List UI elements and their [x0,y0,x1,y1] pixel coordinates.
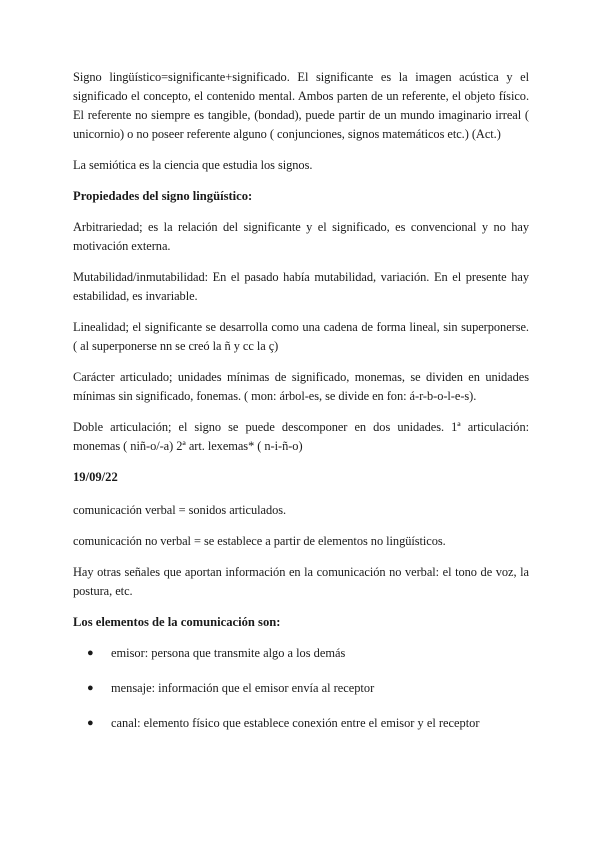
paragraph-otras-senales: Hay otras señales que aportan información en la comunicación no verbal: el tono de voz, la postura, etc. [73,565,529,598]
list-item-canal [73,714,529,733]
bullet-icon: ● [87,682,94,694]
paragraph-comunicacion-no-verbal: comunicación no verbal = se establece a partir de elementos no lingüísticos. [73,534,446,548]
document-page [73,68,529,749]
paragraph-mutabilidad: Mutabilidad/inmutabilidad: En el pasado había mutabilidad, variación. En el presente hay estabilidad, es invariable. [73,270,529,303]
elements-list [73,644,529,733]
heading-date: 19/09/22 [73,470,118,484]
paragraph-signo-linguistico: Signo lingüístico=significante+significado. El significante es la imagen acústica y el significado el concepto, el contenido mental. Ambos parten de un referente, el objeto físico. El referente no siempre es tangible, (bondad), puede partir de un mundo imaginario irreal ( unicornio) o no poseer referente alguno ( conjunciones, signos matemáticos etc.) (Act.) [73,70,529,141]
heading-propiedades: Propiedades del signo lingüístico: [73,189,253,203]
bullet-icon: ● [87,647,94,659]
list-item-text: mensaje: información que el emisor envía al receptor [111,681,375,695]
paragraph-arbitrariedad: Arbitrariedad; es la relación del significante y el significado, es convencional y no hay motivación externa. [73,220,529,253]
list-item-text: emisor: persona que transmite algo a los demás [111,646,346,660]
list-item-emisor [73,644,529,663]
heading-elementos: Los elementos de la comunicación son: [73,615,281,629]
paragraph-doble-articulacion: Doble articulación; el signo se puede descomponer en dos unidades. 1ª articulación: monemas ( niñ-o/-a) 2ª art. lexemas* ( n-i-ñ-o) [73,420,529,453]
paragraph-semiotica: La semiótica es la ciencia que estudia los signos. [73,158,313,172]
list-item-text: canal: elemento físico que establece conexión entre el emisor y el receptor [111,716,480,730]
bullet-icon: ● [87,717,94,729]
paragraph-linealidad: Linealidad; el significante se desarrolla como una cadena de forma lineal, sin superponerse. ( al superponerse nn se creó la ñ y cc la ç) [73,320,529,353]
paragraph-comunicacion-verbal: comunicación verbal = sonidos articulados. [73,503,287,517]
list-item-mensaje [73,679,529,698]
paragraph-caracter-articulado: Carácter articulado; unidades mínimas de significado, monemas, se dividen en unidades mínimas sin significado, fonemas. ( mon: árbol-es, se divide en fon: á-r-b-o-l-e-s). [73,370,529,403]
